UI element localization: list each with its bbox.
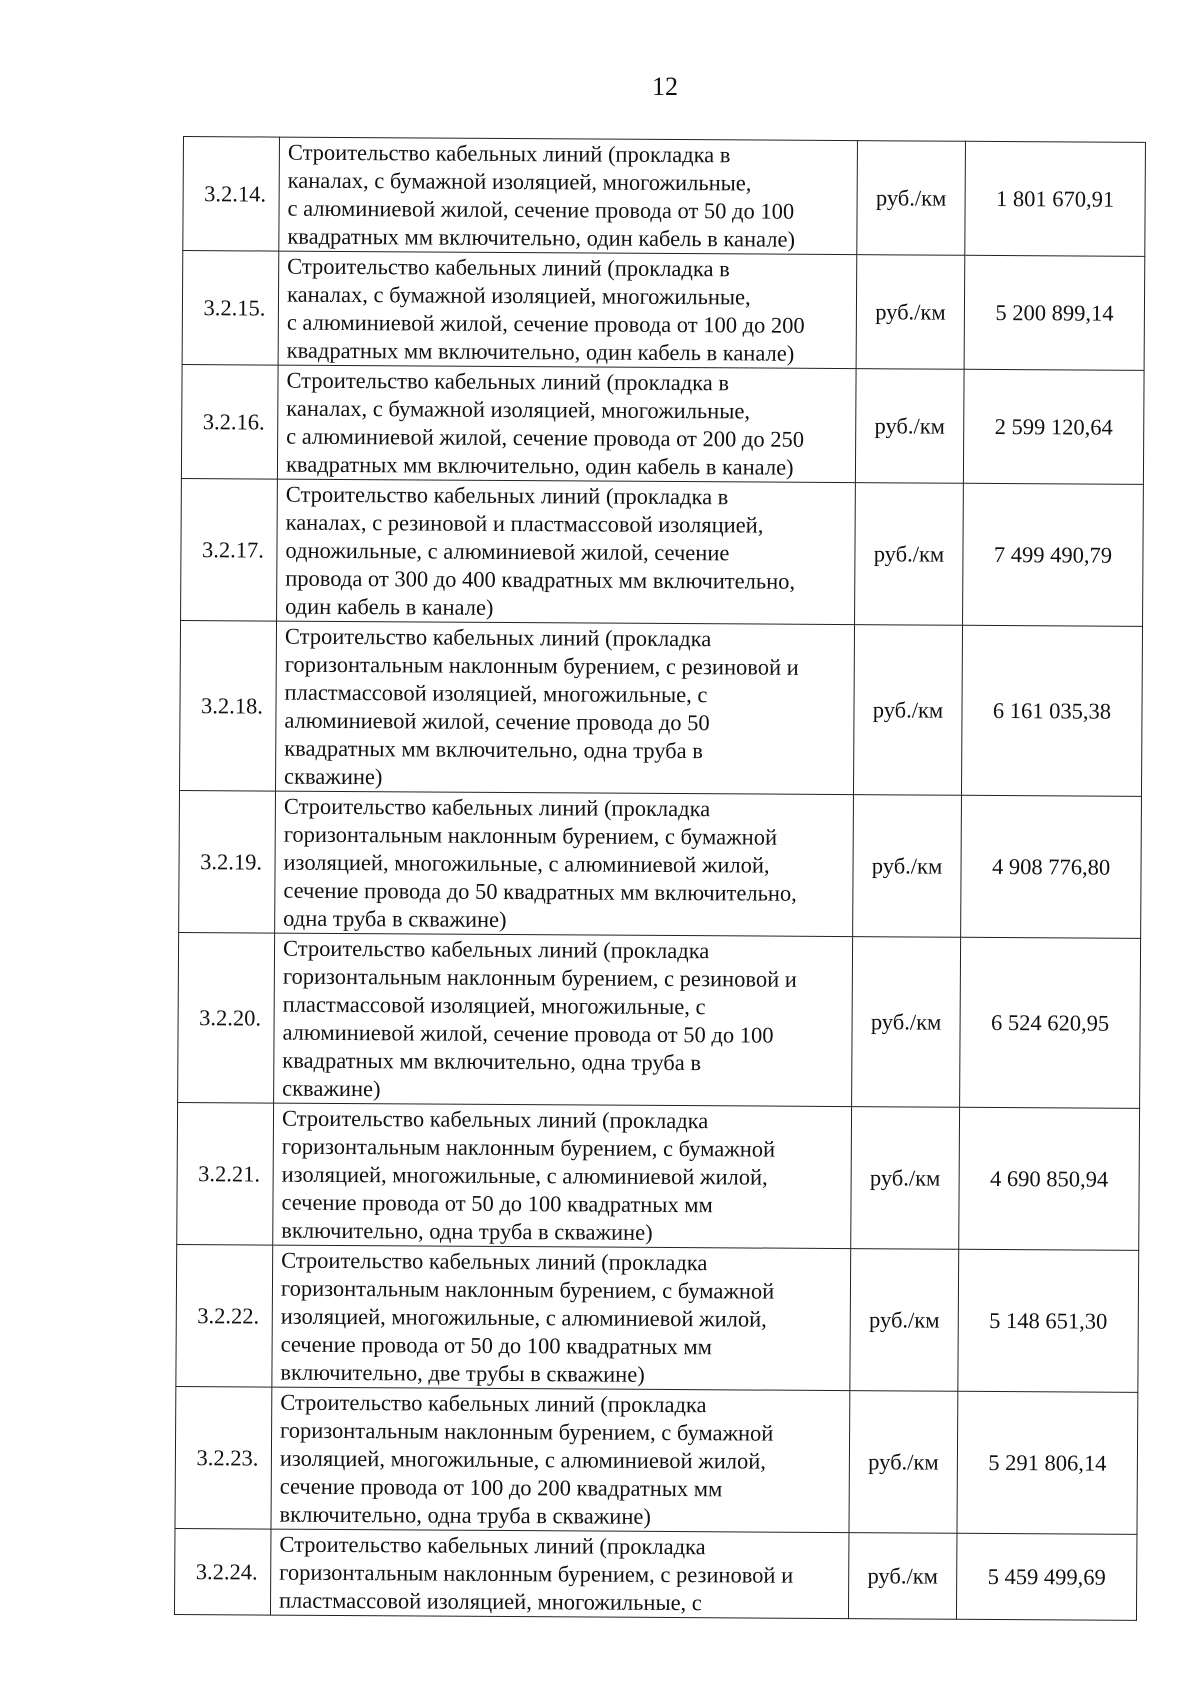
table-row xyxy=(175,1386,1138,1534)
table-row xyxy=(177,1102,1140,1250)
item-number: 3.2.22. xyxy=(176,1244,273,1387)
item-number: 3.2.18. xyxy=(180,620,277,791)
description-line: включительно, одна труба в скважине) xyxy=(281,1217,653,1245)
table-row xyxy=(174,1528,1137,1620)
price-value: 5 148 651,30 xyxy=(958,1249,1139,1392)
item-description xyxy=(273,1103,852,1249)
description-line: изоляцией, многожильные, с алюминиевой жилой, xyxy=(283,849,770,878)
table-row xyxy=(182,251,1145,371)
description-line: с алюминиевой жилой, сечение провода от 50 до 100 xyxy=(287,195,795,224)
unit-of-measure: руб./км xyxy=(855,483,964,626)
item-description xyxy=(271,1387,850,1533)
description-line: провода от 300 до 400 квадратных мм включительно, xyxy=(285,565,796,594)
unit-of-measure: руб./км xyxy=(849,1391,958,1534)
table-row xyxy=(181,478,1144,626)
price-value: 6 524 620,95 xyxy=(960,937,1141,1108)
description-line: сечение провода от 50 до 100 квадратных мм xyxy=(281,1189,713,1218)
description-line: горизонтальным наклонным бурением, с бумажной xyxy=(280,1275,775,1304)
item-description xyxy=(272,1245,851,1391)
description-line: Строительство кабельных линий (прокладка в xyxy=(287,139,731,168)
table-row xyxy=(183,137,1146,257)
item-number: 3.2.17. xyxy=(181,478,278,621)
item-description xyxy=(278,251,857,369)
table-row xyxy=(178,932,1141,1108)
price-value: 5 291 806,14 xyxy=(957,1391,1138,1534)
item-number: 3.2.24. xyxy=(174,1528,271,1615)
description-line: каналах, с бумажной изоляцией, многожильные, xyxy=(286,395,751,424)
unit-of-measure: руб./км xyxy=(853,795,962,938)
price-value: 1 801 670,91 xyxy=(965,141,1146,256)
item-number: 3.2.15. xyxy=(182,251,279,366)
description-line: одна труба в скважине) xyxy=(283,905,507,932)
table-row xyxy=(179,790,1142,938)
item-number: 3.2.16. xyxy=(181,364,278,479)
description-line: скважине) xyxy=(284,763,383,790)
unit-of-measure: руб./км xyxy=(851,1107,960,1250)
item-description xyxy=(279,137,858,255)
description-line: Строительство кабельных линий (прокладка xyxy=(281,1247,708,1276)
description-line: изоляцией, многожильные, с алюминиевой жилой, xyxy=(281,1161,768,1190)
description-line: включительно, одна труба в скважине) xyxy=(279,1501,651,1529)
description-line: сечение провода до 50 квадратных мм включительно, xyxy=(283,877,797,906)
description-line: алюминиевой жилой, сечение провода до 50 xyxy=(284,707,710,736)
item-number: 3.2.14. xyxy=(183,137,280,252)
description-line: квадратных мм включительно, одна труба в xyxy=(282,1047,702,1076)
price-value: 6 161 035,38 xyxy=(961,625,1142,796)
description-line: одножильные, с алюминиевой жилой, сечение xyxy=(285,537,730,566)
unit-of-measure: руб./км xyxy=(850,1249,959,1392)
description-line: горизонтальным наклонным бурением, с резиновой и xyxy=(282,963,797,992)
description-line: Строительство кабельных линий (прокладка в xyxy=(285,481,729,510)
description-line: горизонтальным наклонным бурением, с резиновой и xyxy=(279,1559,794,1588)
description-line: пластмассовой изоляцией, многожильные, с xyxy=(282,991,706,1020)
table-row xyxy=(181,364,1144,484)
description-line: один кабель в канале) xyxy=(285,593,494,620)
description-line: сечение провода от 50 до 100 квадратных мм xyxy=(280,1331,712,1360)
item-number: 3.2.20. xyxy=(178,932,275,1103)
description-line: Строительство кабельных линий (прокладка xyxy=(284,623,712,652)
unit-of-measure: руб./км xyxy=(856,255,965,370)
item-description xyxy=(275,791,854,937)
price-value: 4 690 850,94 xyxy=(959,1107,1140,1250)
item-description xyxy=(274,933,853,1107)
unit-of-measure: руб./км xyxy=(853,625,962,796)
price-value: 4 908 776,80 xyxy=(961,795,1142,938)
description-line: Строительство кабельных линий (прокладка в xyxy=(287,253,730,282)
description-line: изоляцией, многожильные, с алюминиевой жилой, xyxy=(280,1303,767,1332)
item-description xyxy=(276,621,855,795)
table-row xyxy=(180,620,1143,796)
description-line: сечение провода от 100 до 200 квадратных мм xyxy=(279,1473,723,1502)
description-line: скважине) xyxy=(282,1075,381,1102)
description-line: горизонтальным наклонным бурением, с бумажной xyxy=(283,821,778,850)
description-line: каналах, с бумажной изоляцией, многожильные, xyxy=(287,167,752,196)
price-value: 2 599 120,64 xyxy=(963,369,1144,484)
description-line: горизонтальным наклонным бурением, с бумажной xyxy=(280,1417,774,1446)
item-description xyxy=(277,365,856,483)
price-value: 5 200 899,14 xyxy=(964,255,1145,370)
item-description xyxy=(277,479,856,625)
description-line: включительно, две трубы в скважине) xyxy=(280,1359,645,1387)
description-line: Строительство кабельных линий (прокладка xyxy=(280,1389,707,1418)
description-line: Строительство кабельных линий (прокладка xyxy=(282,935,710,964)
description-line: квадратных мм включительно, один кабель в канале) xyxy=(285,451,794,480)
price-table-body xyxy=(174,137,1145,1621)
description-line: каналах, с бумажной изоляцией, многожильные, xyxy=(286,281,751,310)
description-line: каналах, с резиновой и пластмассовой изоляцией, xyxy=(285,509,764,538)
item-number: 3.2.21. xyxy=(177,1102,274,1245)
item-description xyxy=(270,1529,849,1619)
description-line: квадратных мм включительно, один кабель в канале) xyxy=(287,223,796,252)
description-line: Строительство кабельных линий (прокладка xyxy=(281,1105,709,1134)
item-number: 3.2.19. xyxy=(179,790,276,933)
description-line: с алюминиевой жилой, сечение провода от 200 до 250 xyxy=(286,423,805,452)
description-line: Строительство кабельных линий (прокладка в xyxy=(286,367,730,396)
page-number: 12 xyxy=(652,72,678,101)
description-line: алюминиевой жилой, сечение провода от 50 до 100 xyxy=(282,1019,774,1048)
unit-of-measure: руб./км xyxy=(855,369,964,484)
description-line: квадратных мм включительно, одна труба в xyxy=(284,735,703,764)
item-number: 3.2.23. xyxy=(175,1386,272,1529)
price-value: 5 459 499,69 xyxy=(956,1533,1137,1620)
description-line: изоляцией, многожильные, с алюминиевой жилой, xyxy=(279,1445,767,1474)
description-line: пластмассовой изоляцией, многожильные, с xyxy=(284,679,708,708)
price-value: 7 499 490,79 xyxy=(963,483,1144,626)
description-line: пластмассовой изоляцией, многожильные, с xyxy=(278,1587,702,1616)
description-line: горизонтальным наклонным бурением, с бумажной xyxy=(281,1133,776,1162)
unit-of-measure: руб./км xyxy=(852,937,961,1108)
unit-of-measure: руб./км xyxy=(857,141,966,256)
price-table xyxy=(174,136,1146,1621)
description-line: квадратных мм включительно, один кабель в канале) xyxy=(286,337,795,366)
description-line: Строительство кабельных линий (прокладка xyxy=(279,1531,706,1560)
unit-of-measure: руб./км xyxy=(848,1533,957,1620)
table-row xyxy=(176,1244,1139,1392)
description-line: Строительство кабельных линий (прокладка xyxy=(283,793,711,822)
description-line: горизонтальным наклонным бурением, с резиновой и xyxy=(284,651,799,680)
description-line: с алюминиевой жилой, сечение провода от 100 до 200 xyxy=(286,309,805,338)
